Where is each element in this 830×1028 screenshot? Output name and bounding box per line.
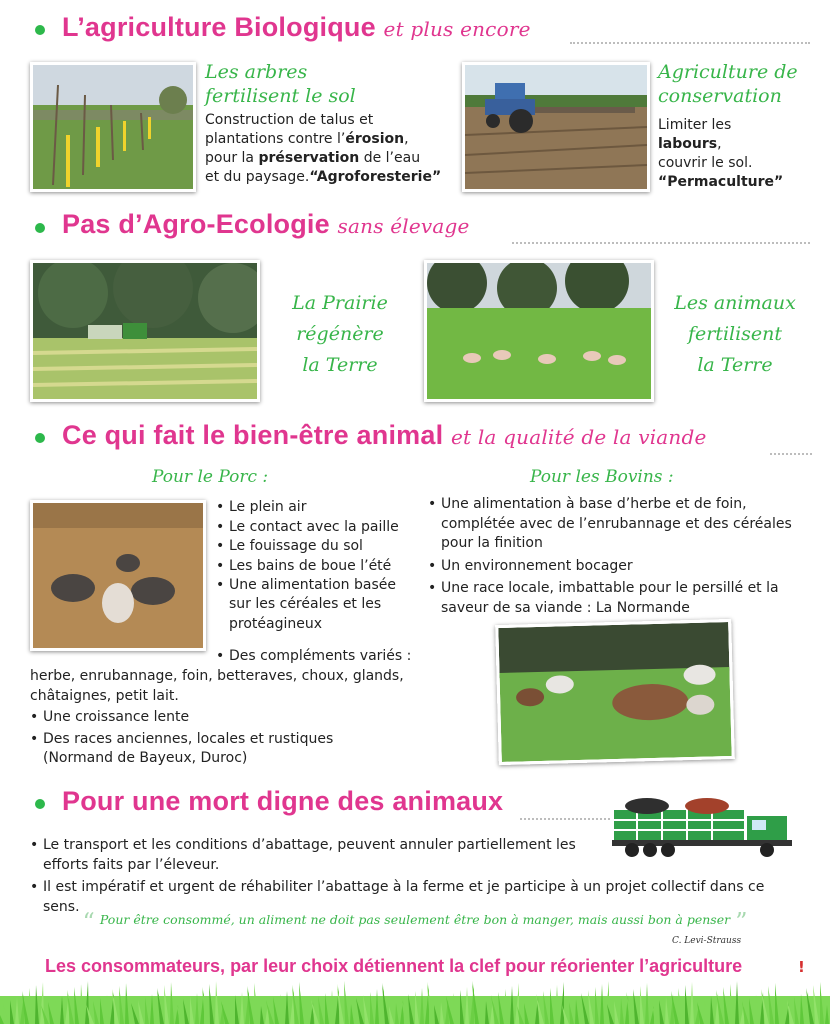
porc-list-b	[216, 647, 426, 667]
dotted-rule	[520, 818, 610, 820]
section-bullet	[35, 433, 45, 443]
section-bullet	[35, 799, 45, 809]
mort-list	[30, 836, 800, 917]
list-item: • Le contact avec la paille	[216, 518, 416, 538]
list-item: • Le fouissage du sol	[216, 537, 416, 557]
photo-prairie-tractor	[30, 260, 260, 402]
section-subtitle: et la qualité de la viande	[451, 425, 707, 449]
footer-slogan: Les consommateurs, par leur choix détiennent la clef pour réorienter l’agriculture	[45, 956, 743, 976]
porc-list-c	[30, 708, 430, 749]
photo-pigs-pasture	[424, 260, 654, 402]
section-title-bien-etre: Ce qui fait le bien-être animal et la qualité de la viande	[62, 420, 707, 450]
quote-text: Pour être consommé, un aliment ne doit pas seulement être bon à manger, mais aussi bon à penser	[99, 912, 731, 927]
heading-bovins: Pour les Bovins :	[530, 467, 674, 487]
cows-image	[498, 622, 731, 762]
photo-pigs	[30, 500, 206, 651]
list-item: • Une croissance lente	[30, 708, 430, 728]
heading-trees: Les arbres fertilisent le sol	[205, 61, 356, 107]
list-item: • Il est impératif et urgent de réhabiliter l’abattage à la ferme et je participe à un projet collectif dans ce sens.	[30, 878, 800, 917]
section-title-bio: L’agriculture Biologique et plus encore	[62, 12, 531, 42]
list-item: • Les bains de boue l’été	[216, 557, 416, 577]
porc-complements: herbe, enrubannage, foin, betteraves, choux, glands, châtaignes, petit lait.	[30, 668, 404, 704]
agroforestry-image	[33, 65, 193, 189]
list-item: • Une race locale, imbattable pour le persillé et la saveur de sa viande : La Normande	[428, 579, 823, 618]
section-subtitle: sans élevage	[337, 214, 470, 238]
list-item: • Le plein air	[216, 498, 416, 518]
caption-animaux: Les animaux fertilisent la Terre	[674, 292, 796, 376]
list-item: • Des races anciennes, locales et rustiques	[30, 730, 430, 750]
pasture-image	[427, 263, 651, 399]
dotted-rule	[570, 42, 810, 44]
quote-open-mark: “	[82, 908, 95, 936]
porc-list	[216, 498, 416, 596]
bovins-list	[428, 495, 823, 618]
section-bullet	[35, 223, 45, 233]
photo-tractor-field	[462, 62, 650, 192]
porc-list-cont: sur les céréales et les protéagineux	[229, 596, 382, 632]
list-item: • Des compléments variés :	[216, 647, 426, 667]
list-item: • Une alimentation à base d’herbe et de foin, complétée avec de l’enrubannage et des céréales pour la finition	[428, 495, 823, 554]
dotted-rule	[512, 242, 810, 244]
quote-close-mark: ”	[735, 908, 748, 936]
list-item: • Un environnement bocager	[428, 557, 823, 577]
dotted-rule	[770, 453, 812, 455]
quote-author: C. Levi-Strauss	[672, 936, 742, 946]
section-title-agroecologie: Pas d’Agro-Ecologie sans élevage	[62, 209, 470, 239]
pigs-image	[33, 503, 203, 648]
caption-prairie: La Prairie régénère la Terre	[292, 292, 388, 376]
trees-text: Construction de talus et plantations contre l’érosion, pour la préservation de l’eau et du paysage.“Agroforesterie”	[205, 112, 442, 185]
conservation-text: Limiter les labours, couvrir le sol. “Permaculture”	[658, 117, 784, 190]
section-subtitle: et plus encore	[383, 17, 531, 41]
tractor-image	[465, 65, 647, 189]
porc-races: (Normand de Bayeux, Duroc)	[43, 750, 248, 766]
prairie-image	[33, 263, 257, 399]
photo-cows	[495, 619, 735, 765]
heading-conservation: Agriculture de conservation	[658, 61, 798, 107]
footer-mark: !	[798, 958, 805, 976]
list-item: • Le transport et les conditions d’abattage, peuvent annuler partiellement les efforts faits par l’éleveur.	[30, 836, 800, 875]
section-bullet	[35, 25, 45, 35]
heading-porc: Pour le Porc :	[152, 467, 269, 487]
section-title-mort-digne: Pour une mort digne des animaux	[62, 786, 504, 816]
list-item: • Une alimentation basée	[216, 576, 416, 596]
photo-agroforestry-trees	[30, 62, 196, 192]
quote	[50, 908, 780, 936]
